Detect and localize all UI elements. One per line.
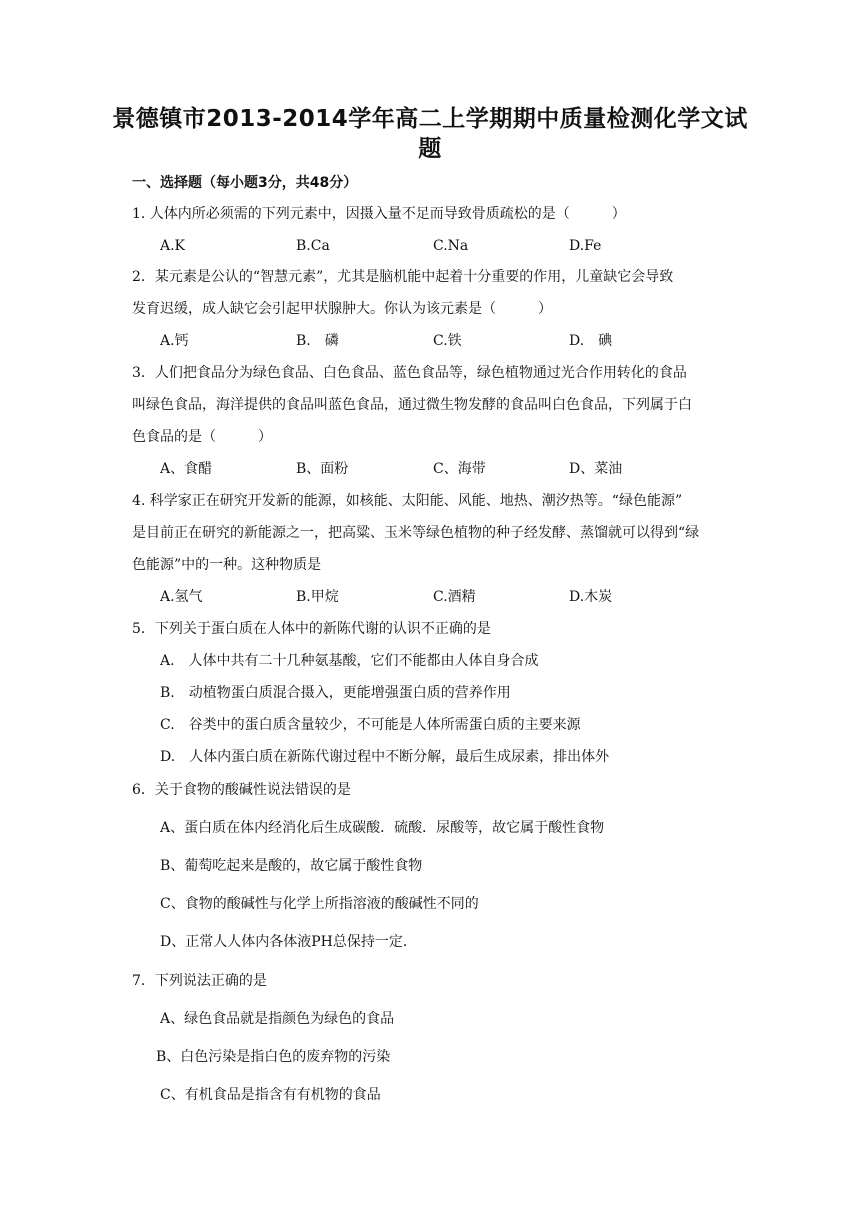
question-7-option-c: C、有机食品是指含有有机物的食品	[160, 1087, 381, 1103]
question-1-option-c: C.Na	[433, 238, 469, 254]
question-3-option-a: A、食醋	[160, 461, 213, 477]
question-4-option-c: C.酒精	[433, 589, 476, 605]
question-7-option-b: B、白色污染是指白色的废弃物的污染	[156, 1049, 391, 1065]
question-4-option-b: B.甲烷	[296, 589, 339, 605]
question-3-text-line-1: 3．人们把食品分为绿色食品、白色食品、蓝色食品等，绿色植物通过光合作用转化的食品	[132, 365, 687, 381]
question-1-option-b: B.Ca	[296, 238, 330, 254]
question-7-option-a: A、绿色食品就是指颜色为绿色的食品	[160, 1011, 395, 1027]
question-2-option-b: B. 磷	[296, 333, 339, 349]
section-heading: 一、选择题（每小题3分，共48分）	[132, 175, 358, 191]
question-4-text-line-3: 色能源”中的一种。这种物质是	[132, 557, 322, 573]
question-6-text: 6．关于食物的酸碱性说法错误的是	[132, 782, 351, 798]
question-3-text-line-3: 色食品的是（ ）	[132, 429, 272, 445]
question-1-option-d: D.Fe	[569, 238, 602, 254]
question-5-option-a: A. 人体中共有二十几种氨基酸，它们不能都由人体自身合成	[160, 653, 539, 669]
question-3-text-line-2: 叫绿色食品，海洋提供的食品叫蓝色食品，通过微生物发酵的食品叫白色食品，下列属于白	[132, 397, 692, 413]
question-4-text-line-2: 是目前正在研究的新能源之一，把高粱、玉米等绿色植物的种子经发酵、蒸馏就可以得到“绿	[132, 525, 700, 541]
question-3-option-b: B、面粉	[296, 461, 349, 477]
question-4-option-d: D.木炭	[569, 589, 613, 605]
question-6-option-b: B、葡萄吃起来是酸的，故它属于酸性食物	[160, 858, 423, 874]
question-2-text-line-2: 发育迟缓，成人缺它会引起甲状腺肿大。你认为该元素是（ ）	[132, 301, 552, 317]
question-7-text: 7．下列说法正确的是	[132, 973, 267, 989]
question-5-option-d: D. 人体内蛋白质在新陈代谢过程中不断分解，最后生成尿素，排出体外	[160, 749, 610, 765]
question-3-option-c: C、海带	[433, 461, 486, 477]
question-4-option-a: A.氢气	[160, 589, 203, 605]
exam-title-line-2: 题	[418, 136, 442, 162]
question-2-text-line-1: 2．某元素是公认的“智慧元素”，尤其是脑机能中起着十分重要的作用，儿童缺它会导致	[132, 269, 674, 285]
question-2-option-a: A.钙	[160, 333, 189, 349]
question-2-option-c: C.铁	[433, 333, 462, 349]
question-1-option-a: A.K	[160, 238, 186, 254]
question-5-option-c: C. 谷类中的蛋白质含量较少，不可能是人体所需蛋白质的主要来源	[160, 717, 581, 733]
question-6-option-c: C、食物的酸碱性与化学上所指溶液的酸碱性不同的	[160, 896, 479, 912]
exam-title-line-1: 景德镇市2013-2014学年高二上学期期中质量检测化学文试	[112, 106, 748, 132]
question-4-text-line-1: 4. 科学家正在研究开发新的能源，如核能、太阳能、风能、地热、潮汐热等。“绿色能源”	[132, 493, 683, 509]
question-5-option-b: B. 动植物蛋白质混合摄入，更能增强蛋白质的营养作用	[160, 685, 511, 701]
question-5-text: 5．下列关于蛋白质在人体中的新陈代谢的认识不正确的是	[132, 621, 491, 637]
question-3-option-d: D、菜油	[569, 461, 623, 477]
question-6-option-a: A、蛋白质在体内经消化后生成碳酸．硫酸．尿酸等，故它属于酸性食物	[160, 820, 605, 836]
question-6-option-d: D、正常人人体内各体液PH总保持一定．	[160, 934, 417, 950]
question-1-text: 1. 人体内所必须需的下列元素中，因摄入量不足而导致骨质疏松的是（ ）	[132, 206, 626, 222]
question-2-option-d: D. 碘	[569, 333, 613, 349]
